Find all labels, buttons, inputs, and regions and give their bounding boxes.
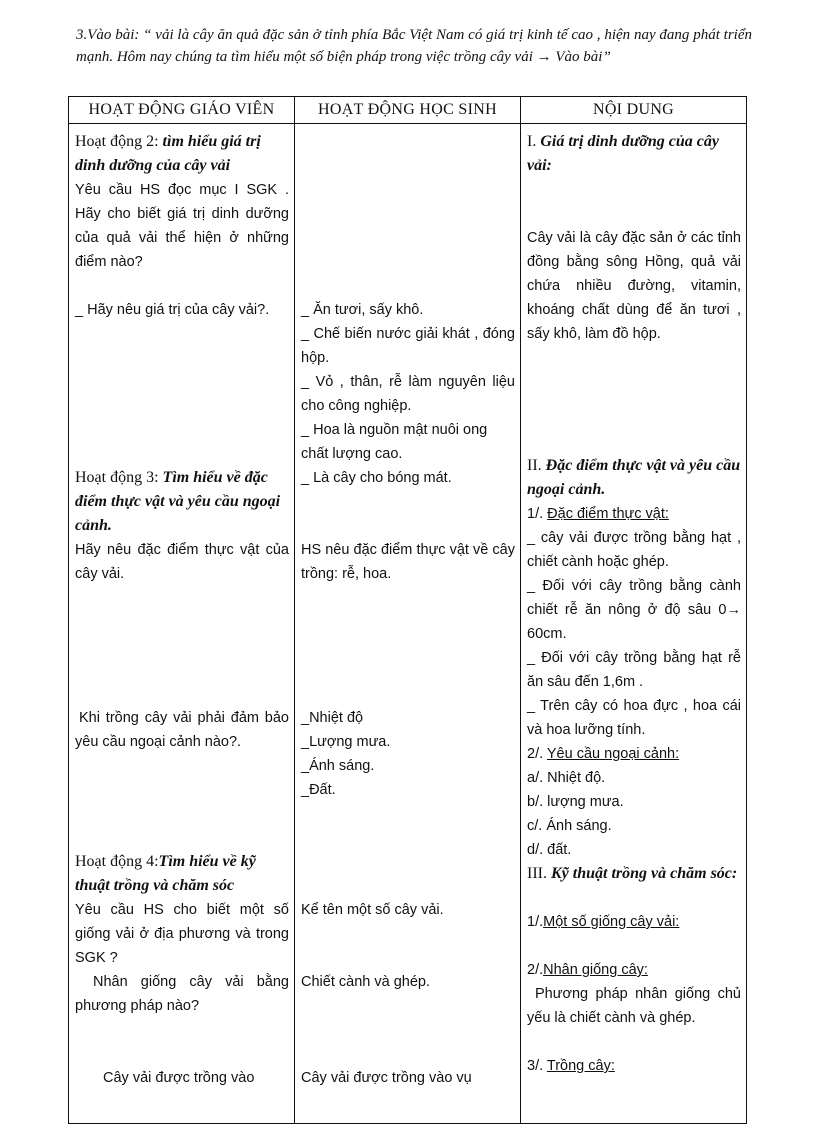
teacher-question-4: Khi trồng cây vải phải đảm bảo yêu cầu ngoại cảnh nào?. bbox=[75, 710, 289, 750]
student-answer-11: Kể tên một số cây vải. bbox=[301, 902, 444, 918]
section-3-2-text: Phương pháp nhân giống chủ yếu là chiết cành và ghép. bbox=[527, 986, 741, 1026]
teacher-question-2: _ Hãy nêu giá trị của cây vải?. bbox=[75, 302, 270, 318]
header-teacher: HOẠT ĐỘNG GIÁO VIÊN bbox=[69, 97, 295, 124]
student-answer-7: _Nhiệt độ bbox=[301, 710, 364, 726]
section-2-1-b: _ Đối với cây trồng bằng cành chiết rễ ăn nông ở độ sâu 0→ 60cm. bbox=[527, 578, 741, 642]
section-3-heading: III. Kỹ thuật trồng và chăm sóc: bbox=[527, 865, 738, 882]
lesson-table bbox=[68, 96, 747, 1124]
student-answer-4: _ Hoa là nguồn mật nuôi ong chất lượng cao. bbox=[301, 422, 488, 462]
section-3-3-heading: 3/. Trồng cây: bbox=[527, 1058, 615, 1074]
section-2-2-d: d/. đất. bbox=[527, 842, 572, 858]
header-content: NỘI DUNG bbox=[521, 97, 747, 124]
section-2-1-c: _ Đối với cây trồng bằng hạt rễ ăn sâu đến 1,6m . bbox=[527, 650, 741, 690]
activity-2-heading: Hoạt động 2: tìm hiểu giá trị dinh dưỡng của cây vải bbox=[75, 133, 261, 174]
student-answer-8: _Lượng mưa. bbox=[301, 734, 391, 750]
student-answer-6: HS nêu đặc điểm thực vật về cây trồng: rễ, hoa. bbox=[301, 542, 515, 582]
table-header-row bbox=[69, 97, 747, 124]
table-body-row bbox=[69, 124, 747, 1124]
section-1-text: Cây vải là cây đặc sản ở các tỉnh đồng bằng sông Hồng, quả vải chứa nhiều đường, vitamin, khoáng chất dùng để ăn tươi , sấy khô, làm đồ hộp. bbox=[527, 230, 741, 342]
teacher-column bbox=[69, 124, 295, 1124]
section-2-1-heading: 1/. Đặc điểm thực vật: bbox=[527, 506, 669, 522]
section-2-1-a: _ cây vải được trồng bằng hạt , chiết cành hoặc ghép. bbox=[527, 530, 741, 570]
section-3-1-heading: 1/.Một số giống cây vải: bbox=[527, 914, 680, 930]
activity-4-heading: Hoạt động 4:Tìm hiểu về kỹ thuật trồng và chăm sóc bbox=[75, 853, 256, 894]
student-column bbox=[295, 124, 521, 1124]
student-answer-5: _ Là cây cho bóng mát. bbox=[301, 470, 452, 486]
section-2-2-b: b/. lượng mưa. bbox=[527, 794, 624, 810]
teacher-question-7: Cây vải được trồng vào bbox=[103, 1070, 255, 1086]
student-answer-12: Chiết cành và ghép. bbox=[301, 974, 430, 990]
student-answer-3: _ Vỏ , thân, rễ làm nguyên liệu cho công nghiệp. bbox=[301, 374, 515, 414]
section-2-2-a: a/. Nhiệt độ. bbox=[527, 770, 606, 786]
section-2-heading: II. Đặc điểm thực vật và yêu cầu ngoại cảnh. bbox=[527, 457, 741, 498]
student-answer-13: Cây vải được trồng vào vụ bbox=[301, 1070, 472, 1086]
section-2-2-c: c/. Ánh sáng. bbox=[527, 818, 612, 834]
section-2-2-heading: 2/. Yêu cầu ngoại cảnh: bbox=[527, 746, 680, 762]
student-answer-2: _ Chế biến nước giải khát , đóng hộp. bbox=[301, 326, 515, 366]
intro-paragraph: 3.Vào bài: “ vải là cây ăn quả đặc sản ở tỉnh phía Bắc Việt Nam có giá trị kinh tế cao , hiện nay đang phát triển mạnh. Hôm nay chúng ta tìm hiểu một số biện pháp trong việc trồng cây vải → Vào bài” bbox=[76, 27, 752, 65]
teacher-question-5: Yêu cầu HS cho biết một số giống vải ở địa phương và trong SGK ? bbox=[75, 902, 289, 966]
section-3-2-heading: 2/.Nhân giống cây: bbox=[527, 962, 648, 978]
student-answer-9: _Ánh sáng. bbox=[301, 758, 375, 774]
teacher-question-3: Hãy nêu đặc điểm thực vật của cây vải. bbox=[75, 542, 289, 582]
teacher-question-6: Nhân giống cây vải bằng phương pháp nào? bbox=[75, 974, 289, 1014]
content-column bbox=[521, 124, 747, 1124]
section-2-1-d: _ Trên cây có hoa đực , hoa cái và hoa lưỡng tính. bbox=[527, 698, 741, 738]
student-answer-1: _ Ăn tươi, sấy khô. bbox=[301, 302, 424, 318]
teacher-question-1: Yêu cầu HS đọc mục I SGK . Hãy cho biết giá trị dinh dưỡng của quả vải thể hiện ở những điểm nào? bbox=[75, 182, 289, 270]
activity-3-heading: Hoạt động 3: Tìm hiểu về đặc điểm thực vật và yêu cầu ngoại cảnh. bbox=[75, 469, 281, 534]
header-student: HOẠT ĐỘNG HỌC SINH bbox=[295, 97, 521, 124]
student-answer-10: _Đất. bbox=[301, 782, 336, 798]
section-1-heading: I. Giá trị dinh dưỡng của cây vải: bbox=[527, 133, 719, 174]
